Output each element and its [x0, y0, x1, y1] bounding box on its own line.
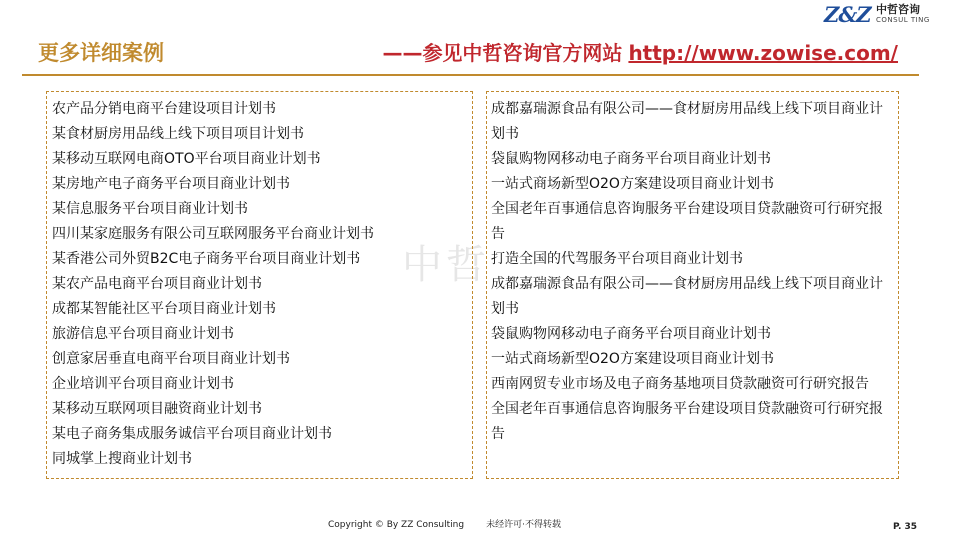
case-list-item: 某香港公司外贸B2C电子商务平台项目商业计划书 [52, 251, 361, 267]
case-list-item: 打造全国的代驾服务平台项目商业计划书 [491, 251, 743, 267]
case-list-item: 一站式商场新型O2O方案建设项目商业计划书 [491, 351, 774, 367]
header-divider [22, 74, 919, 76]
case-list-item: 袋鼠购物网移动电子商务平台项目商业计划书 [491, 151, 771, 167]
case-list-item: 同城掌上搜商业计划书 [52, 451, 192, 467]
left-case-list [52, 97, 472, 472]
logo-name-cn: 中哲咨询 [876, 3, 920, 16]
page-title: 更多详细案例 [38, 41, 164, 65]
case-list-item: 全国老年百事通信息咨询服务平台建设项目贷款融资可行研究报告 [491, 201, 883, 242]
copyright-text: Copyright © By ZZ Consulting [328, 520, 465, 530]
logo-name-en: CONSUL TING [876, 16, 930, 24]
left-case-list-box [46, 91, 473, 479]
case-list-item: 某房地产电子商务平台项目商业计划书 [52, 176, 290, 192]
case-list-item: 某食材厨房用品线上线下项目项目计划书 [52, 126, 304, 142]
page-number: P. 35 [893, 522, 918, 532]
case-list-item: 西南网贸专业市场及电子商务基地项目贷款融资可行研究报告 [491, 376, 869, 392]
case-list-item: 某农产品电商平台项目商业计划书 [52, 276, 262, 292]
website-link[interactable]: http://www.zowise.com/ [628, 41, 898, 65]
case-list-item: 袋鼠购物网移动电子商务平台项目商业计划书 [491, 326, 771, 342]
case-list-item: 某电子商务集成服务诚信平台项目商业计划书 [52, 426, 332, 442]
case-list-item: 旅游信息平台项目商业计划书 [52, 326, 234, 342]
case-list-item: 成都嘉瑞源食品有限公司——食材厨房用品线上线下项目商业计划书 [491, 276, 883, 317]
watermark: 中哲 [402, 242, 490, 288]
case-list-item: 成都某智能社区平台项目商业计划书 [52, 301, 276, 317]
case-list-item: 创意家居垂直电商平台项目商业计划书 [52, 351, 290, 367]
logo-mark: Z&Z [824, 2, 871, 27]
case-list-item: 某移动互联网项目融资商业计划书 [52, 401, 262, 417]
case-list-item: 全国老年百事通信息咨询服务平台建设项目贷款融资可行研究报告 [491, 401, 883, 442]
case-list-item: 四川某家庭服务有限公司互联网服务平台商业计划书 [52, 226, 374, 242]
case-list-item: 某移动互联网电商OTO平台项目商业计划书 [52, 151, 321, 167]
company-logo [818, 3, 938, 27]
case-list-item: 企业培训平台项目商业计划书 [52, 376, 234, 392]
subtitle-text: ——参见中哲咨询官方网站 [382, 41, 623, 65]
case-list-item: 成都嘉瑞源食品有限公司——食材厨房用品线上线下项目商业计划书 [491, 101, 883, 142]
case-list-item: 某信息服务平台项目商业计划书 [52, 201, 248, 217]
footer [328, 519, 561, 531]
footer-note: 未经许可·不得转载 [486, 520, 561, 530]
right-case-list [491, 97, 898, 447]
right-case-list-box [486, 91, 899, 479]
case-list-item: 农产品分销电商平台建设项目计划书 [52, 101, 276, 117]
page-subtitle [382, 38, 898, 68]
case-list-item: 一站式商场新型O2O方案建设项目商业计划书 [491, 176, 774, 192]
